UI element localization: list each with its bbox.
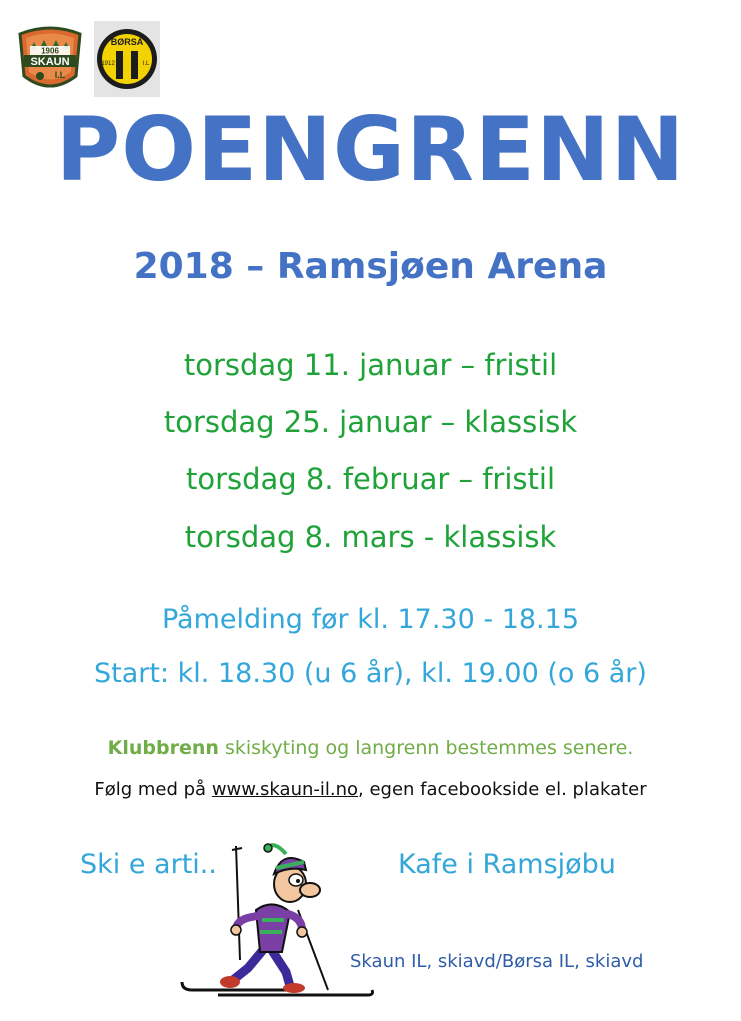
start-info: Start: kl. 18.30 (u 6 år), kl. 19.00 (o 6 år): [94, 658, 647, 689]
borsa-logo-name: BØRSA: [110, 37, 144, 47]
skaun-logo: [16, 24, 84, 94]
borsa-logo: [94, 21, 160, 97]
club-race-label: Klubbrenn: [107, 737, 219, 759]
race-date-1: torsdag 11. januar – fristil: [183, 348, 558, 382]
borsa-logo-year: 1912: [101, 61, 115, 67]
race-date-2: torsdag 25. januar – klassisk: [163, 405, 578, 439]
race-date-3: torsdag 8. februar – fristil: [185, 462, 555, 496]
cafe-note: Kafe i Ramsjøbu: [398, 849, 616, 880]
page-title: POENGRENN: [55, 98, 686, 201]
borsa-logo-suffix: I.L: [142, 61, 150, 67]
follow-suffix: , egen facebookside el. plakater: [358, 779, 647, 800]
skaun-logo-name: SKAUN: [30, 56, 70, 68]
follow-note: [0, 776, 741, 804]
website-link[interactable]: www.skaun-il.no: [211, 779, 359, 800]
page-subtitle: 2018 – Ramsjøen Arena: [133, 246, 608, 287]
club-race-note: [0, 734, 741, 762]
club-race-text: skiskyting og langrenn bestemmes senere.: [218, 737, 634, 759]
skier-cartoon-icon: [178, 840, 378, 1002]
ski-slogan: Ski e arti..: [80, 849, 217, 880]
skaun-logo-year: 1906: [41, 46, 59, 56]
follow-prefix: Følg med på: [94, 779, 212, 800]
registration-info: Påmelding før kl. 17.30 - 18.15: [161, 604, 579, 635]
organizer-footer: Skaun IL, skiavd/Børsa IL, skiavd: [350, 951, 644, 972]
skaun-logo-suffix: I.L: [54, 70, 66, 80]
race-date-4: torsdag 8. mars - klassisk: [184, 520, 557, 554]
